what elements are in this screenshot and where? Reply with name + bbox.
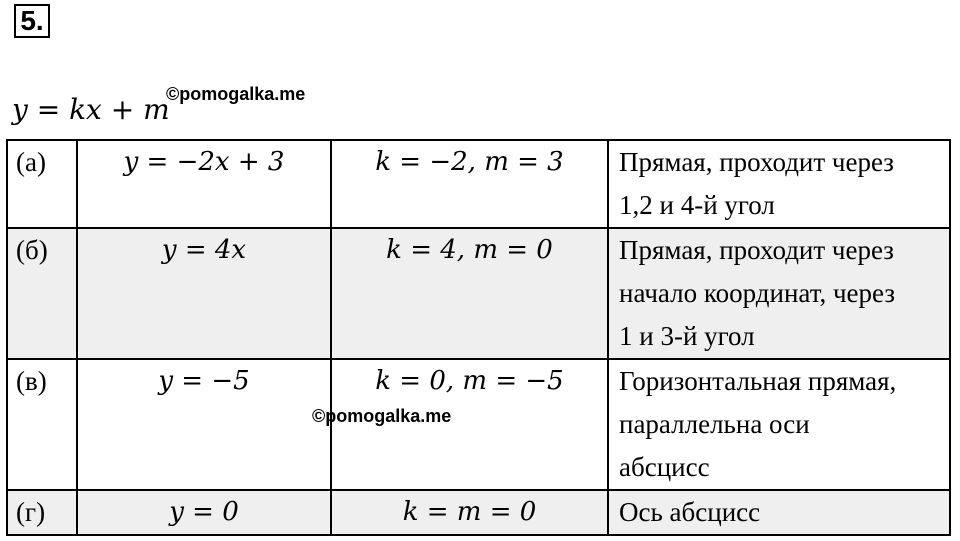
description-cell — [608, 228, 950, 359]
equation-cell — [77, 490, 331, 535]
description: Прямая, проходит через начало координат, через 1 и 3-й угол — [619, 235, 895, 351]
row-label-cell — [7, 359, 77, 490]
row-label: (а) — [16, 147, 46, 177]
answer-table — [6, 139, 951, 536]
description-cell — [608, 140, 950, 228]
row-label: (в) — [16, 366, 47, 396]
coefficients-cell — [331, 228, 608, 359]
equation: y = 0 — [169, 497, 239, 527]
coefficients: k = −2, m = 3 — [375, 147, 564, 177]
row-label-cell — [7, 228, 77, 359]
task-number: 5. — [14, 4, 50, 38]
watermark-middle: ©pomogalka.me — [312, 406, 452, 426]
equation: y = 4x — [161, 235, 247, 265]
row-label-cell — [7, 490, 77, 535]
description: Ось абсцисс — [619, 497, 761, 527]
row-label: (г) — [16, 497, 46, 527]
description-cell — [608, 490, 950, 535]
table-row — [7, 140, 950, 228]
coefficients: k = 0, m = −5 — [375, 366, 564, 396]
equation-cell — [77, 359, 331, 490]
coefficients: k = m = 0 — [402, 497, 537, 527]
description-cell — [608, 359, 950, 490]
general-formula: y = kx + m — [12, 93, 170, 126]
coefficients-cell — [331, 490, 608, 535]
description: Прямая, проходит через 1,2 и 4-й угол — [619, 147, 894, 220]
row-label: (б) — [16, 235, 48, 265]
coefficients: k = 4, m = 0 — [386, 235, 553, 265]
coefficients-cell — [331, 140, 608, 228]
table-row — [7, 228, 950, 359]
equation-cell — [77, 228, 331, 359]
equation: y = −5 — [158, 366, 250, 396]
watermark-top: ©pomogalka.me — [166, 84, 306, 104]
equation: y = −2x + 3 — [123, 147, 285, 177]
table-row — [7, 490, 950, 535]
table-row — [7, 359, 950, 490]
equation-cell — [77, 140, 331, 228]
description: Горизонтальная прямая, параллельна оси абсцисс — [619, 366, 897, 482]
row-label-cell — [7, 140, 77, 228]
